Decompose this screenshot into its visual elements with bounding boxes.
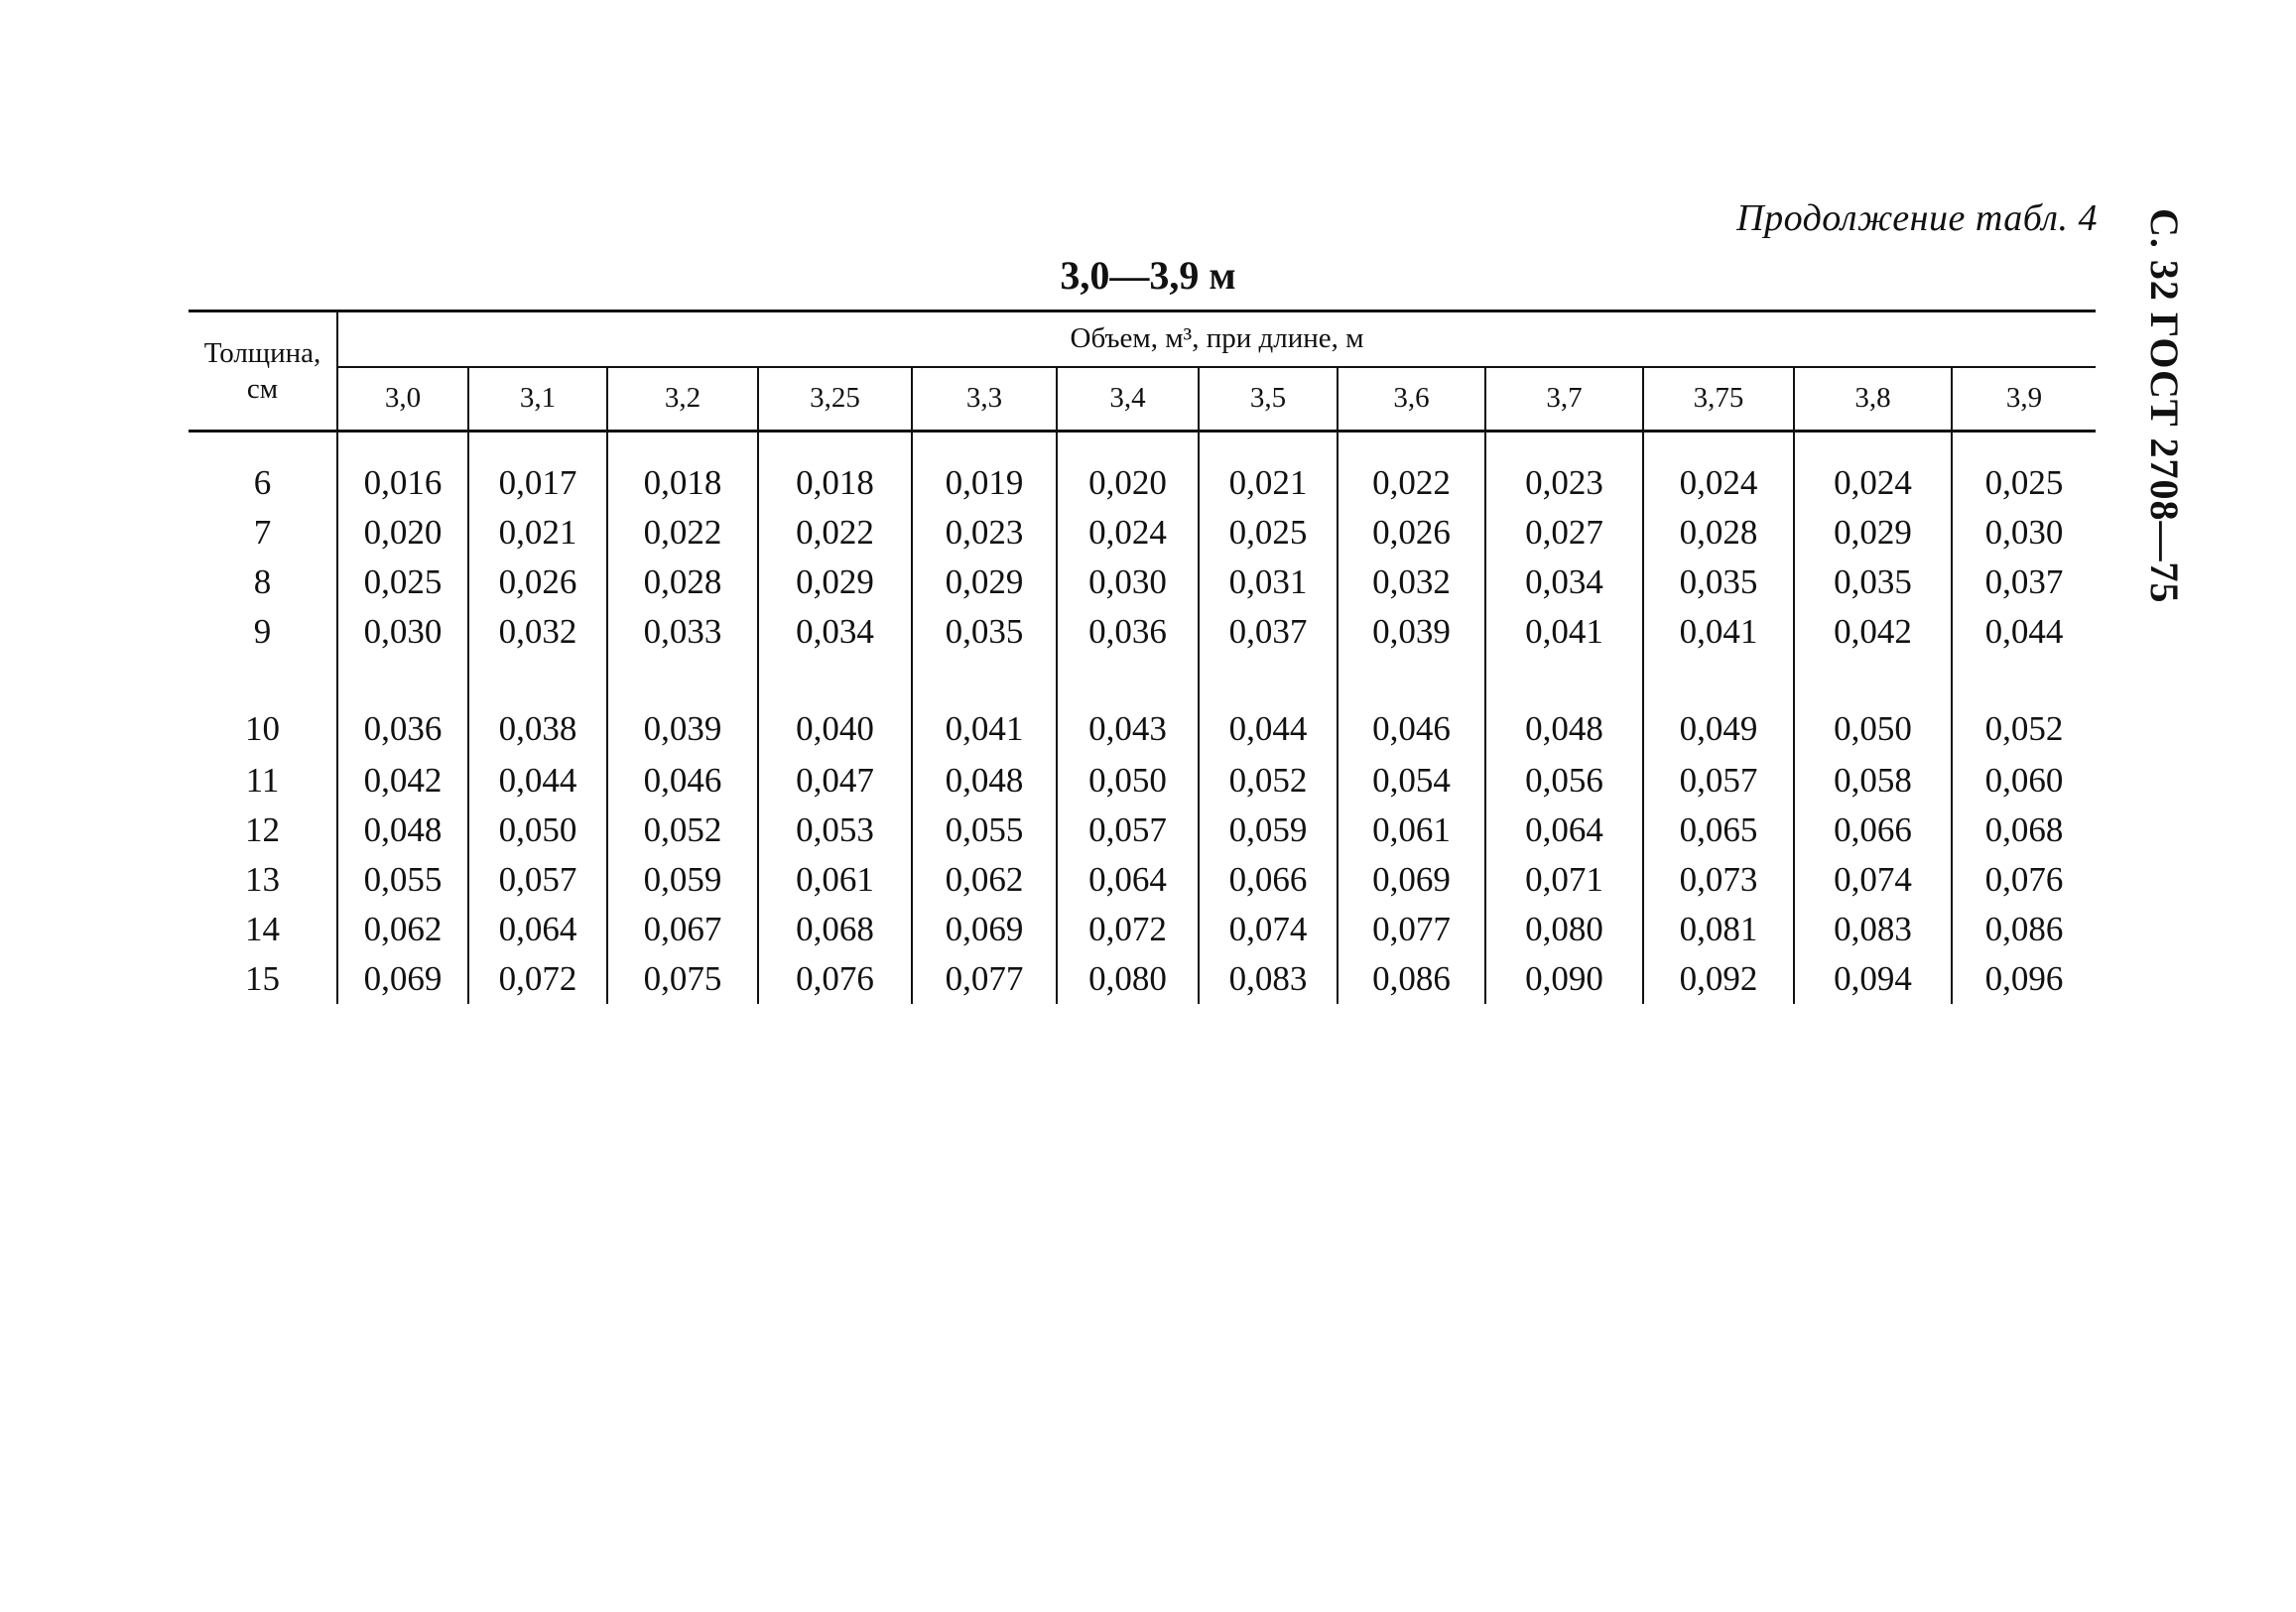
volume-cell: 0,025	[337, 558, 468, 607]
volume-cell: 0,061	[758, 855, 912, 905]
table-row	[189, 954, 2096, 1004]
volume-cell: 0,024	[1057, 508, 1199, 558]
volume-cell: 0,041	[1643, 607, 1794, 657]
volume-cell: 0,036	[337, 657, 468, 756]
volume-cell: 0,071	[1485, 855, 1643, 905]
volume-cell: 0,043	[1057, 657, 1199, 756]
volume-cell: 0,044	[1952, 607, 2096, 657]
volume-cell: 0,048	[912, 756, 1057, 806]
length-column-header: 3,2	[607, 367, 758, 432]
volume-cell: 0,026	[1338, 508, 1485, 558]
thickness-cell: 11	[245, 761, 280, 800]
volume-cell: 0,066	[1794, 806, 1952, 855]
volume-cell: 0,077	[912, 954, 1057, 1004]
page-header: С. 32 ГОСТ 2708—75	[2142, 208, 2187, 604]
volume-cell: 0,062	[912, 855, 1057, 905]
length-column-header: 3,9	[1952, 367, 2096, 432]
volume-cell: 0,039	[1338, 607, 1485, 657]
length-column-header: 3,0	[337, 367, 468, 432]
volume-cell: 0,041	[1485, 607, 1643, 657]
table-range-title: 3,0—3,9 м	[1060, 253, 1236, 298]
length-column-header: 3,1	[468, 367, 607, 432]
table-row	[189, 905, 2096, 954]
thickness-cell: 10	[245, 709, 280, 748]
volume-cell: 0,019	[912, 432, 1057, 509]
volume-cell: 0,040	[758, 657, 912, 756]
volume-cell: 0,018	[758, 432, 912, 509]
volume-cell: 0,038	[468, 657, 607, 756]
volume-cell: 0,023	[1485, 432, 1643, 509]
thickness-cell: 7	[253, 513, 272, 552]
volume-cell: 0,064	[1057, 855, 1199, 905]
table-row	[189, 432, 2096, 509]
volume-cell: 0,048	[1485, 657, 1643, 756]
volume-cell: 0,016	[337, 432, 468, 509]
volume-cell: 0,028	[607, 558, 758, 607]
volume-cell: 0,032	[1338, 558, 1485, 607]
volume-cell: 0,025	[1952, 432, 2096, 509]
table-row	[189, 855, 2096, 905]
volume-cell: 0,022	[607, 508, 758, 558]
volume-cell: 0,081	[1643, 905, 1794, 954]
volume-cell: 0,017	[468, 432, 607, 509]
table-row	[189, 558, 2096, 607]
volume-cell: 0,028	[1643, 508, 1794, 558]
volume-cell: 0,049	[1643, 657, 1794, 756]
volume-cell: 0,076	[758, 954, 912, 1004]
volume-cell: 0,083	[1794, 905, 1952, 954]
volume-cell: 0,031	[1199, 558, 1338, 607]
volume-cell: 0,086	[1952, 905, 2096, 954]
volume-cell: 0,034	[1485, 558, 1643, 607]
table-row	[189, 657, 2096, 756]
volume-cell: 0,064	[468, 905, 607, 954]
volume-cell: 0,020	[1057, 432, 1199, 509]
thickness-cell: 14	[245, 910, 280, 948]
volume-cell: 0,035	[912, 607, 1057, 657]
length-column-header: 3,3	[912, 367, 1057, 432]
length-column-header: 3,75	[1643, 367, 1794, 432]
volume-cell: 0,055	[912, 806, 1057, 855]
volume-cell: 0,044	[1199, 657, 1338, 756]
volume-cell: 0,057	[1057, 806, 1199, 855]
volume-cell: 0,033	[607, 607, 758, 657]
length-column-header: 3,6	[1338, 367, 1485, 432]
thickness-cell: 12	[245, 810, 280, 849]
volume-cell: 0,034	[758, 607, 912, 657]
length-column-header: 3,5	[1199, 367, 1338, 432]
volume-cell: 0,080	[1057, 954, 1199, 1004]
volume-cell: 0,086	[1338, 954, 1485, 1004]
volume-cell: 0,069	[337, 954, 468, 1004]
volume-cell: 0,041	[912, 657, 1057, 756]
volume-cell: 0,065	[1643, 806, 1794, 855]
thickness-cell: 6	[253, 463, 272, 502]
volume-cell: 0,055	[337, 855, 468, 905]
table-row	[189, 508, 2096, 558]
volume-cell: 0,072	[468, 954, 607, 1004]
volume-cell: 0,075	[607, 954, 758, 1004]
volume-cell: 0,037	[1199, 607, 1338, 657]
volume-cell: 0,046	[607, 756, 758, 806]
volume-cell: 0,042	[337, 756, 468, 806]
volume-cell: 0,025	[1199, 508, 1338, 558]
length-column-header: 3,25	[758, 367, 912, 432]
volume-cell: 0,030	[1057, 558, 1199, 607]
volume-cell: 0,050	[1057, 756, 1199, 806]
volume-cell: 0,032	[468, 607, 607, 657]
volume-cell: 0,083	[1199, 954, 1338, 1004]
volume-cell: 0,073	[1643, 855, 1794, 905]
volume-cell: 0,039	[607, 657, 758, 756]
volume-cell: 0,022	[1338, 432, 1485, 509]
length-column-header: 3,4	[1057, 367, 1199, 432]
thickness-cell: 9	[253, 612, 272, 651]
volume-cell: 0,021	[468, 508, 607, 558]
volume-cell: 0,026	[468, 558, 607, 607]
volume-cell: 0,053	[758, 806, 912, 855]
volume-cell: 0,024	[1643, 432, 1794, 509]
volume-cell: 0,029	[912, 558, 1057, 607]
volume-cell: 0,050	[468, 806, 607, 855]
table-continuation-label: Продолжение табл. 4	[1736, 197, 2098, 239]
volume-cell: 0,020	[337, 508, 468, 558]
thickness-cell: 13	[245, 860, 280, 899]
volume-cell: 0,030	[1952, 508, 2096, 558]
volume-cell: 0,059	[1199, 806, 1338, 855]
table-row	[189, 756, 2096, 806]
volume-cell: 0,057	[468, 855, 607, 905]
volume-cell: 0,066	[1199, 855, 1338, 905]
length-column-header: 3,7	[1485, 367, 1643, 432]
volume-cell: 0,058	[1794, 756, 1952, 806]
volume-cell: 0,067	[607, 905, 758, 954]
thickness-cell: 15	[245, 959, 280, 998]
volume-cell: 0,092	[1643, 954, 1794, 1004]
volume-cell: 0,064	[1485, 806, 1643, 855]
volume-cell: 0,072	[1057, 905, 1199, 954]
volume-cell: 0,052	[1199, 756, 1338, 806]
volume-cell: 0,021	[1199, 432, 1338, 509]
volume-cell: 0,035	[1643, 558, 1794, 607]
table-row	[189, 607, 2096, 657]
volume-cell: 0,024	[1794, 432, 1952, 509]
volume-cell: 0,061	[1338, 806, 1485, 855]
volume-cell: 0,052	[607, 806, 758, 855]
volume-cell: 0,056	[1485, 756, 1643, 806]
volume-cell: 0,069	[912, 905, 1057, 954]
thickness-column-header: Толщина, см	[189, 311, 337, 432]
length-column-header: 3,8	[1794, 367, 1952, 432]
volume-cell: 0,029	[1794, 508, 1952, 558]
volume-cell: 0,068	[1952, 806, 2096, 855]
volume-cell: 0,054	[1338, 756, 1485, 806]
volume-cell: 0,096	[1952, 954, 2096, 1004]
volume-cell: 0,069	[1338, 855, 1485, 905]
volume-cell: 0,080	[1485, 905, 1643, 954]
volume-cell: 0,044	[468, 756, 607, 806]
volume-cell: 0,074	[1199, 905, 1338, 954]
volume-cell: 0,036	[1057, 607, 1199, 657]
volume-cell: 0,062	[337, 905, 468, 954]
volume-cell: 0,037	[1952, 558, 2096, 607]
table-row	[189, 806, 2096, 855]
volume-cell: 0,047	[758, 756, 912, 806]
volume-group-header: Объем, м³, при длине, м	[337, 311, 2096, 367]
volume-cell: 0,059	[607, 855, 758, 905]
volume-cell: 0,022	[758, 508, 912, 558]
volume-cell: 0,050	[1794, 657, 1952, 756]
volume-cell: 0,029	[758, 558, 912, 607]
thickness-cell: 8	[253, 562, 272, 601]
volume-cell: 0,077	[1338, 905, 1485, 954]
volume-cell: 0,068	[758, 905, 912, 954]
volume-cell: 0,035	[1794, 558, 1952, 607]
volume-cell: 0,057	[1643, 756, 1794, 806]
volume-cell: 0,090	[1485, 954, 1643, 1004]
volume-cell: 0,074	[1794, 855, 1952, 905]
volume-cell: 0,048	[337, 806, 468, 855]
volume-cell: 0,042	[1794, 607, 1952, 657]
volume-cell: 0,046	[1338, 657, 1485, 756]
volume-table	[189, 310, 2096, 1004]
volume-cell: 0,030	[337, 607, 468, 657]
volume-cell: 0,027	[1485, 508, 1643, 558]
volume-cell: 0,018	[607, 432, 758, 509]
volume-cell: 0,052	[1952, 657, 2096, 756]
volume-cell: 0,094	[1794, 954, 1952, 1004]
volume-cell: 0,076	[1952, 855, 2096, 905]
volume-cell: 0,023	[912, 508, 1057, 558]
volume-cell: 0,060	[1952, 756, 2096, 806]
